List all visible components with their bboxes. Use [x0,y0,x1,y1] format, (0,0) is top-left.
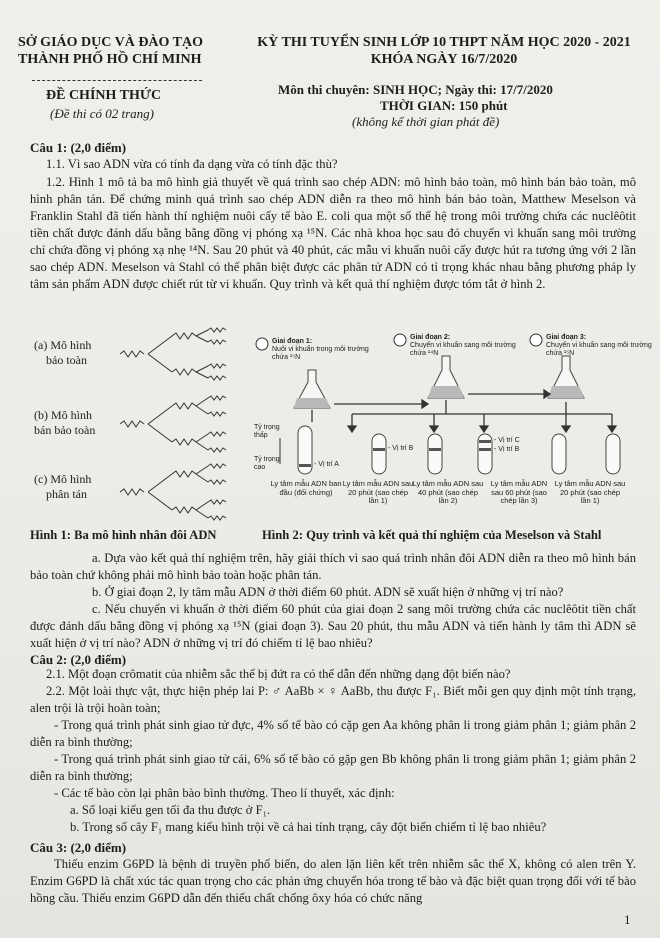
model-a-label [34,338,91,368]
q2-title: Câu 2: (2,0 điểm) [30,652,127,667]
department-line-2: THÀNH PHỐ HỒ CHÍ MINH [18,52,202,67]
model-c-line2: phân tán [46,487,87,501]
model-c-parent-dna [120,489,144,495]
subject-line: Môn thi chuyên: SINH HỌC; Ngày thi: 17/7/2020 [278,82,553,97]
band-position-a [299,464,311,467]
density-high-label: Tỷ trọng cao [254,456,280,471]
header-divider [32,80,202,81]
band-position-c [479,440,491,443]
dna-replication-models-diagram [112,322,244,522]
model-a-gen1-bottom [172,369,196,375]
q1-part-b: b. Ở giai đoạn 2, ly tâm mẫu ADN ở thời điểm 60 phút. ADN sẽ xuất hiện ở những vị trí nào? [92,585,564,599]
stage-1-text [272,338,382,362]
q2-part-a: a. Số loại kiểu gen tối đa thu được ở F₁. [70,803,271,817]
model-c-gen1-top [172,471,196,477]
tube-4-caption: Ly tâm mẫu ADN sau 60 phút (sao chép lần 3) [490,479,548,505]
q1-part-a: a. Dựa vào kết quả thí nghiệm trên, hãy giải thích vì sao quá trình nhân đôi ADN diễn ra theo mô hình bán bảo toàn chứ không phải mô hình bảo toàn hoặc phân tán. [30,551,636,582]
stage-3-text [546,334,652,358]
q2-condition-1: - Trong quá trình phát sinh giao tử đực, 4% số tế bào có cặp gen Aa không phân li trong giảm phân 1; giảm phân 2 diễn ra bình thường; [30,718,636,749]
q3-text: Thiếu enzim G6PD là bệnh di truyền phổ biến, do alen lặn liên kết trên nhiễm sắc thể X, không có alen trên Y. Enzim G6PD là chất xúc tác quan trọng cho các phản ứng chuyển hóa trong tế bào và đặc biệt quan trọng đối với tế bào hồng cầu. Thiếu enzim G6PD dẫn đến thiếu chất chống ôxy hóa có chức năng [30,857,636,905]
q1-part-c: c. Nếu chuyển vi khuẩn ở thời điểm 60 phút của giai đoạn 2 sang môi trường chứa các nuclêôtit tiền chất được đánh dấu bằng đồng vị phóng xạ ¹⁵N (giai đoạn 3). Sau 20 phút, thu mẫu ADN và tiến hành ly tâm thì ADN sẽ xuất hiện ở vị trí nào? ADN ở những vị trí đó chiếm tỉ lệ bao nhiêu? [30,602,636,650]
model-a-gen1-top [172,333,196,339]
q2-2: 2.2. Một loài thực vật, thực hiện phép lai P: ♂ AaBb × ♀ AaBb, thu được F₁. Biết mỗi gen quy định một tính trạng, alen trội là trội hoàn toàn; [30,684,636,715]
model-b-gen1-top [172,403,196,409]
position-b2-label: - Vị trí B [494,446,520,453]
q2-condition-2: - Trong quá trình phát sinh giao tử cái, 6% số tế bào có gặp gen Bb không phân li trong giảm phân 1; giảm phân 2 diễn ra bình thường; [30,752,636,783]
stage-3-marker [530,334,542,346]
exam-header [234,34,654,68]
stage-2-text [410,334,520,358]
position-a-label: - Vị trí A [314,461,339,468]
meselson-stahl-figure [252,330,652,530]
model-b-gen1-bottom [172,439,196,445]
figure-2-caption: Hình 2: Quy trình và kết quả thí nghiệm của Meselson và Stahl [262,528,602,542]
band-position-b [373,448,385,451]
model-b-label [34,408,95,438]
tube-3-caption: Ly tâm mẫu ADN sau 40 phút (sao chép lần 2) [412,479,484,505]
exam-date: KHÓA NGÀY 16/7/2020 [370,52,518,67]
stage-1-desc: Nuôi vi khuẩn trong môi trường chứa ¹⁵N [272,346,369,361]
model-a-parent-dna [120,351,144,357]
department-line-1: SỞ GIÁO DỤC VÀ ĐÀO TẠO [18,35,204,50]
q1-1: 1.1. Vì sao ADN vừa có tính đa dạng vừa có tính đặc thù? [46,157,338,171]
pages-note: (Đề thi có 02 trang) [50,106,154,121]
model-c-label [34,472,91,502]
official-label: ĐỀ CHÍNH THỨC [46,88,162,103]
time-note: (không kể thời gian phát đề) [352,114,500,129]
model-c-gen1-bottom [172,507,196,513]
stage-1-marker [256,338,268,350]
page-number: 1 [624,912,631,927]
stage-3-title: Giai đoạn 3: [546,334,587,341]
tube-2 [372,434,386,474]
stage-2-title: Giai đoạn 2: [410,334,451,341]
department-header [18,34,203,68]
stage-1-title: Giai đoạn 1: [272,338,313,345]
model-a-line1: (a) Mô hình [34,338,92,352]
time-line: THỜI GIAN: 150 phút [380,98,508,113]
band-position-b2 [429,448,441,451]
q1-title: Câu 1: (2,0 điểm) [30,140,127,155]
q2-1: 2.1. Một đoạn crômatit của nhiễm sắc thể bị đứt ra có thể dẫn đến những dạng đột biến nào? [46,667,511,681]
model-b-line1: (b) Mô hình [34,408,92,422]
tube-5-caption: Ly tâm mẫu ADN sau 20 phút (sao chép lần 1) [554,479,626,505]
density-low-label: Tỷ trọng thấp [254,424,280,439]
tube-2-caption: Ly tâm mẫu ADN sau 20 phút (sao chép lần 1) [342,479,414,505]
figure-1-caption: Hình 1: Ba mô hình nhân đôi ADN [30,528,217,542]
exam-title: KỲ THI TUYỂN SINH LỚP 10 THPT NĂM HỌC 2020 - 2021 [257,35,631,50]
tube-6 [606,434,620,474]
q1-2: 1.2. Hình 1 mô tả ba mô hình giả thuyết về quá trình sao chép ADN: mô hình bảo toàn, mô hình bán bảo toàn, mô hình phân tán. Để chứng minh quá trình sao chép ADN diễn ra theo mô hình bán bảo toàn, Matthew Meselson và Franklin Stahl đã tiến hành thí nghiệm nuôi cấy tế bào E. coli qua một số thế hệ trong môi trường chứa các nuclêôtit tiền chất được đánh dấu bằng bằng đồng vị phóng xạ ¹⁵N. Các nhà khoa học sau đó chuyển vi khuẩn sang môi trường chỉ chứa đồng vị phóng xạ nhẹ ¹⁴N. Sau 20 phút và 40 phút, các mẫu vi khuẩn nuôi cấy được hút ra tương ứng với 2 lần sao chép ADN. Meselson và Stahl có thể phân biệt được các phân tử ADN có tỉ trọng khác nhau bằng phương pháp ly tâm sản phẩm ADN được chiết rút từ vi khuẩn. Quy trình và kết quả thí nghiệm được tóm tắt ở hình 2. [30,175,636,291]
model-c-line1: (c) Mô hình [34,472,92,486]
q2-part-b: b. Trong số cây F₁ mang kiểu hình trội về cả hai tính trạng, cây đột biến chiếm tỉ lệ bao nhiêu? [70,820,547,834]
q3-title: Câu 3: (2,0 điểm) [30,840,127,855]
tube-3 [428,434,442,474]
tube-1-caption: Ly tâm mẫu ADN ban đầu (đối chứng) [270,479,342,497]
stage-2-desc: Chuyển vi khuẩn sang môi trường chứa ¹⁴N [410,342,516,357]
q2-condition-3: - Các tế bào còn lại phân bào bình thường. Theo lí thuyết, xác định: [54,786,395,800]
model-a-line2: bảo toàn [46,353,87,367]
position-b-label: - Vị trí B [388,445,414,452]
model-b-parent-dna [120,421,144,427]
stage-3-desc: Chuyển vi khuẩn sang môi trường chứa ¹⁵N [546,342,652,357]
stage-2-marker [394,334,406,346]
position-c-label: - Vị trí C [494,437,520,444]
model-b-line2: bán bảo toàn [34,423,96,437]
tube-5 [552,434,566,474]
